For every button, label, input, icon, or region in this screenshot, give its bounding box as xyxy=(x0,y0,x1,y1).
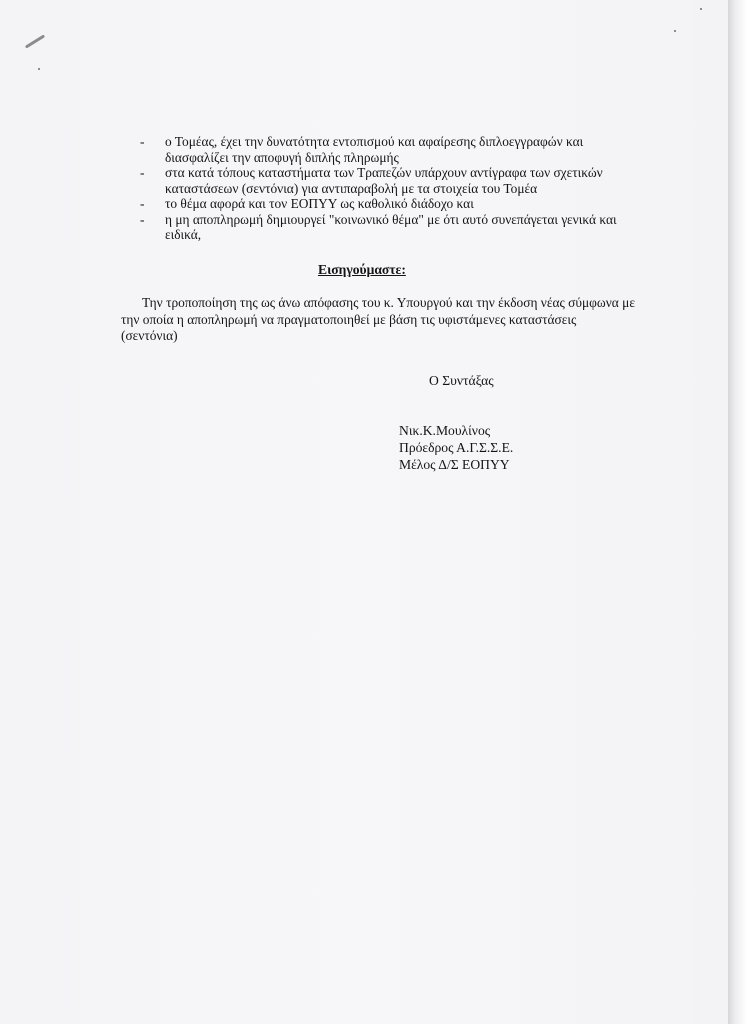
bullet-text: ο Τομέας, έχει την δυνατότητα εντοπισμού και αφαίρεσης διπλοεγγραφών και διασφαλίζει την αποφυγή διπλής πληρωμής xyxy=(165,134,584,165)
section-heading: Εισηγούμαστε: xyxy=(318,262,406,277)
bullet-text: το θέμα αφορά και τον ΕΟΠΥΥ ως καθολικό διάδοχο και xyxy=(165,196,474,211)
paragraph-text: Την τροποποίηση της ως άνω απόφασης του κ. Υπουργού και την έκδοση νέας σύμφωνα με την οποία η αποπληρωμή να πραγματοποιηθεί με βάση τις υφιστάμενες καταστάσεις (σεντόνια) xyxy=(121,295,635,343)
body-paragraph xyxy=(121,295,636,345)
scan-speck xyxy=(674,30,676,32)
scan-speck xyxy=(38,68,40,70)
signatory-name: Νικ.Κ.Μουλίνος xyxy=(399,423,491,438)
bullet-text: η μη αποπληρωμή δημιουργεί "κοινωνικό θέμα" με ότι αυτό συνεπάγεται γενικά και ειδικά, xyxy=(165,211,617,242)
bullet-marker: - xyxy=(140,134,145,149)
signatory-role: Μέλος Δ/Σ ΕΟΠΥΥ xyxy=(399,457,510,472)
signatory-role: Πρόεδρος Α.Γ.Σ.Σ.Ε. xyxy=(399,440,514,455)
bullet-marker: - xyxy=(140,211,145,227)
scan-speck xyxy=(700,8,702,10)
signature-block xyxy=(399,422,513,473)
author-title: Ο Συντάξας xyxy=(429,373,494,388)
bullet-item xyxy=(140,134,640,165)
bullet-marker: - xyxy=(140,165,145,180)
bullet-marker: - xyxy=(140,196,145,211)
bullet-item xyxy=(140,196,640,212)
bullet-list xyxy=(140,134,640,243)
bullet-item xyxy=(140,165,640,196)
bullet-item xyxy=(140,212,640,243)
staple-mark xyxy=(25,34,45,48)
bullet-text: στα κατά τόπους καταστήματα των Τραπεζών υπάρχουν αντίγραφα των σχετικών καταστάσεων (σεντόνια) για αντιπαραβολή με τα στοιχεία του Τομέα xyxy=(165,165,603,196)
page-edge xyxy=(728,0,747,1024)
